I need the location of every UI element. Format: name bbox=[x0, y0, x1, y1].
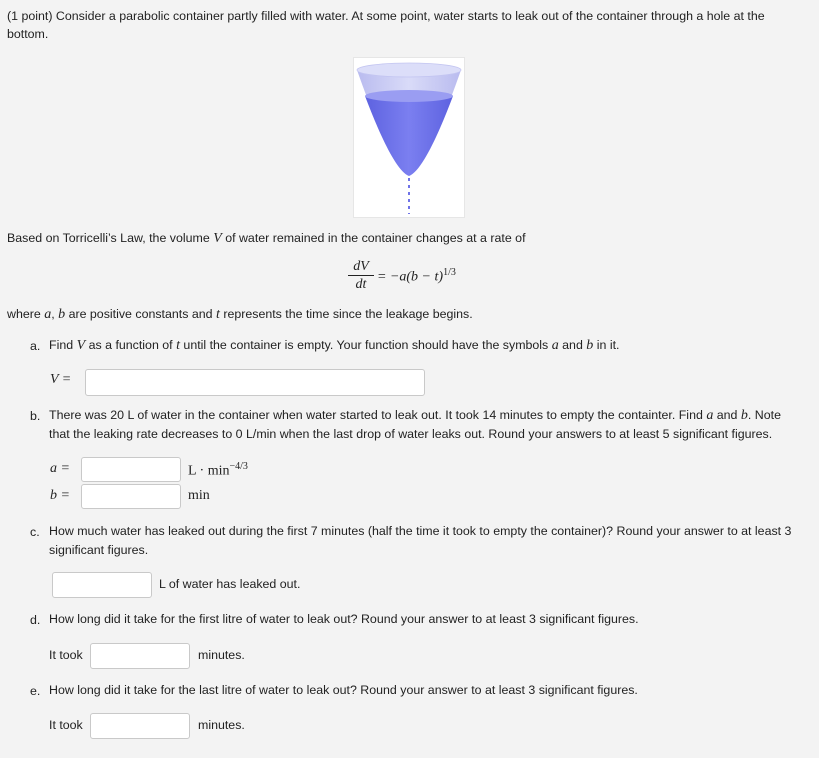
question-c-line-1: How much water has leaked out during the first 7 minutes (half the time it took to empty the container)? Round your answer to at least 3 bbox=[49, 524, 792, 538]
qa-text-3: until the container is empty. Your function should have the symbols bbox=[183, 338, 549, 352]
qb-b-input[interactable] bbox=[81, 484, 181, 509]
where-var-a: a bbox=[44, 307, 52, 322]
qa-var-v: V bbox=[76, 338, 86, 353]
where-comma: , bbox=[51, 307, 55, 321]
qd-answer-input[interactable] bbox=[90, 643, 190, 669]
question-d-letter: d. bbox=[30, 613, 41, 627]
intro-line-1: (1 point) Consider a parabolic container partly filled with water. At some point, water starts to leak out of the container through a hole at the bbox=[7, 9, 765, 23]
qb-a-input[interactable] bbox=[81, 457, 181, 482]
qc-suffix: L of water has leaked out. bbox=[159, 577, 301, 591]
question-b-line-2: that the leaking rate decreases to 0 L/min when the last drop of water leaks out. Round your answers to at least 5 significant figures. bbox=[49, 427, 773, 441]
law-text-1: Based on Torricelli’s Law, the volume bbox=[7, 231, 210, 245]
qa-var-a: a bbox=[551, 338, 559, 353]
question-c-letter: c. bbox=[30, 525, 40, 539]
qa-text-4: and bbox=[562, 338, 583, 352]
question-b-letter: b. bbox=[30, 409, 41, 423]
law-text-2: of water remained in the container changes at a rate of bbox=[225, 231, 526, 245]
question-e-letter: e. bbox=[30, 684, 41, 698]
question-c-line-2: significant figures. bbox=[49, 543, 149, 557]
qb-b-label: b = bbox=[50, 488, 70, 503]
qb-a-label: a = bbox=[50, 461, 70, 476]
where-text-2: are positive constants and bbox=[68, 307, 213, 321]
where-text-1: where bbox=[7, 307, 41, 321]
qb-a-unit-text: L · min bbox=[188, 463, 230, 479]
qb-text-3: . Note bbox=[747, 408, 781, 422]
equation-denominator: dt bbox=[355, 277, 367, 292]
equation-fraction bbox=[346, 258, 376, 293]
qb-text-1: There was 20 L of water in the container when water started to leak out. It took 14 minutes to empty the containter. Find bbox=[49, 408, 703, 422]
qb-text-2: and bbox=[716, 408, 738, 422]
qa-text-5: in it. bbox=[596, 338, 620, 352]
where-var-t: t bbox=[215, 307, 220, 322]
qa-text-2: as a function of bbox=[88, 338, 173, 352]
qb-a-unit bbox=[188, 461, 248, 480]
qb-a-unit-exponent: −4/3 bbox=[229, 461, 248, 472]
qa-var-t: t bbox=[176, 338, 180, 353]
where-sentence bbox=[7, 307, 473, 323]
question-a-text bbox=[49, 338, 619, 354]
question-d-text: How long did it take for the first litre of water to leak out? Round your answer to at least 3 significant figures. bbox=[49, 612, 639, 626]
where-var-b: b bbox=[58, 307, 66, 322]
equation-rhs bbox=[377, 267, 456, 286]
qa-answer-label: V = bbox=[50, 372, 72, 387]
qb-var-a: a bbox=[706, 408, 714, 423]
intro-line-2: bottom. bbox=[7, 27, 49, 41]
qa-text-1: Find bbox=[49, 338, 74, 352]
equation-numerator: dV bbox=[353, 259, 369, 274]
qb-b-unit: min bbox=[188, 488, 210, 503]
where-text-3: represents the time since the leakage begins. bbox=[223, 307, 473, 321]
qa-answer-input[interactable] bbox=[85, 369, 425, 396]
question-e-text: How long did it take for the last litre of water to leak out? Round your answer to at least 3 significant figures. bbox=[49, 683, 638, 697]
qa-var-b: b bbox=[586, 338, 594, 353]
qb-var-b: b bbox=[740, 408, 748, 423]
law-sentence bbox=[7, 231, 526, 247]
question-a-letter: a. bbox=[30, 339, 41, 353]
question-b-line-1 bbox=[49, 408, 781, 424]
qd-suffix: minutes. bbox=[198, 648, 245, 662]
law-var-v: V bbox=[213, 231, 222, 246]
parabolic-container-icon bbox=[354, 58, 464, 217]
qe-prefix: It took bbox=[49, 718, 83, 732]
qd-prefix: It took bbox=[49, 648, 83, 662]
qe-answer-input[interactable] bbox=[90, 713, 190, 739]
equation-exponent: 1/3 bbox=[443, 267, 456, 278]
qc-answer-input[interactable] bbox=[52, 572, 152, 598]
qe-suffix: minutes. bbox=[198, 718, 245, 732]
equation-rhs-text: = −a(b − t) bbox=[377, 269, 444, 285]
container-figure bbox=[353, 57, 465, 218]
